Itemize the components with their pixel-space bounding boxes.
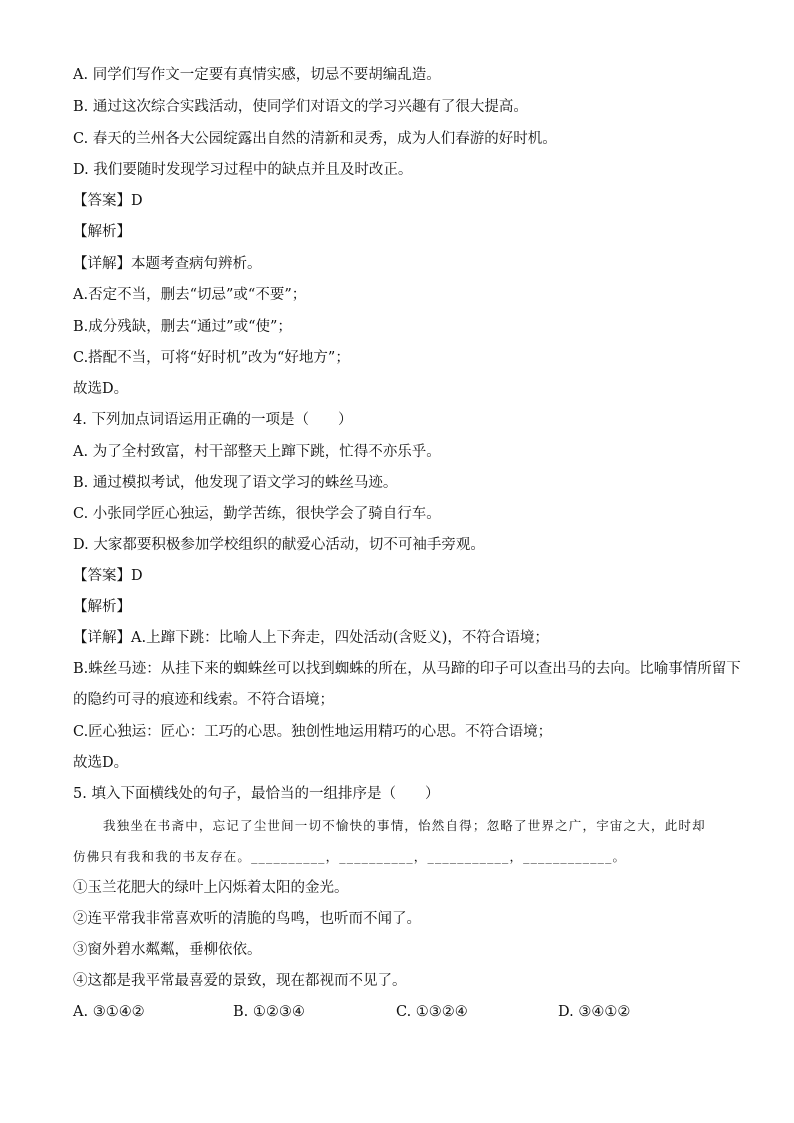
text-line-13: A. 为了全村致富，村干部整天上蹿下跳，忙得不亦乐乎。: [73, 444, 441, 460]
answer-label: 【答案】D: [73, 193, 143, 209]
question-4: 4. 下列加点词语运用正确的一项是（ ）: [73, 412, 353, 428]
detail-line: 【详解】A.上蹿下跳：比喻人上下奔走，四处活动(含贬义)，不符合语境；: [73, 630, 549, 646]
passage-line-1: 我独坐在书斋中，忘记了尘世间一切不愉快的事情，怡然自得；忽略了世界之广，宇宙之大，此时却: [103, 818, 706, 833]
text-line-11: 故选D。: [73, 381, 129, 397]
text-line-8: A.否定不当，删去“切忌”或“不要”；: [73, 287, 307, 303]
text-line-15: C. 小张同学匠心独运，勤学苦练，很快学会了骑自行车。: [73, 506, 441, 522]
text-line-2: B. 通过这次综合实践活动，使同学们对语文的学习兴趣有了很大提高。: [73, 99, 528, 115]
option-a: A. ③①④②: [73, 1004, 145, 1020]
text-line-14: B. 通过模拟考试，他发现了语文学习的蛛丝马迹。: [73, 475, 398, 491]
text-line-22: C.匠心独运：匠心：工巧的心思。独创性地运用精巧的心思。不符合语境；: [73, 724, 553, 740]
text-line-20: B.蛛丝马迹：从挂下来的蜘蛛丝可以找到蜘蛛的所在，从马蹄的印子可以查出马的去向。比喻事情所留下: [73, 661, 741, 677]
text-line-28: ②连平常我非常喜欢听的清脆的鸟鸣，也听而不闻了。: [73, 911, 421, 927]
text-line-29: ③窗外碧水粼粼，垂柳依依。: [73, 942, 262, 958]
text-line-4: D. 我们要随时发现学习过程中的缺点并且及时改正。: [73, 162, 413, 178]
option-c: C. ①③②④: [396, 1004, 468, 1020]
analysis-label: 【解析】: [73, 599, 131, 615]
question-5: 5. 填入下面横线处的句子，最恰当的一组排序是（ ）: [73, 786, 440, 802]
text-line-23: 故选D。: [73, 755, 129, 771]
text-line-30: ④这都是我平常最喜爱的景致，现在都视而不见了。: [73, 973, 407, 989]
text-line-9: B.成分残缺，删去“通过”或“使”；: [73, 319, 292, 335]
text-line-1: A. 同学们写作文一定要有真情实感，切忌不要胡编乱造。: [73, 67, 441, 83]
analysis-label: 【解析】: [73, 224, 131, 240]
answer-label: 【答案】D: [73, 568, 143, 584]
text-line-3: C. 春天的兰州各大公园绽露出自然的清新和灵秀，成为人们春游的好时机。: [73, 131, 557, 147]
text-line-21: 的隐约可寻的痕迹和线索。不符合语境；: [73, 692, 334, 708]
text-line-10: C.搭配不当，可将“好时机”改为“好地方”；: [73, 350, 350, 366]
option-b: B. ①②③④: [233, 1004, 305, 1020]
passage-line-2: 仿佛只有我和我的书友存在。__________，__________，___________，____________。: [73, 849, 627, 864]
detail-line: 【详解】本题考查病句辨析。: [73, 256, 262, 272]
text-line-27: ①玉兰花肥大的绿叶上闪烁着太阳的金光。: [73, 880, 349, 896]
text-line-16: D. 大家都要积极参加学校组织的献爱心活动，切不可袖手旁观。: [73, 537, 485, 553]
option-d: D. ③④①②: [558, 1004, 631, 1020]
